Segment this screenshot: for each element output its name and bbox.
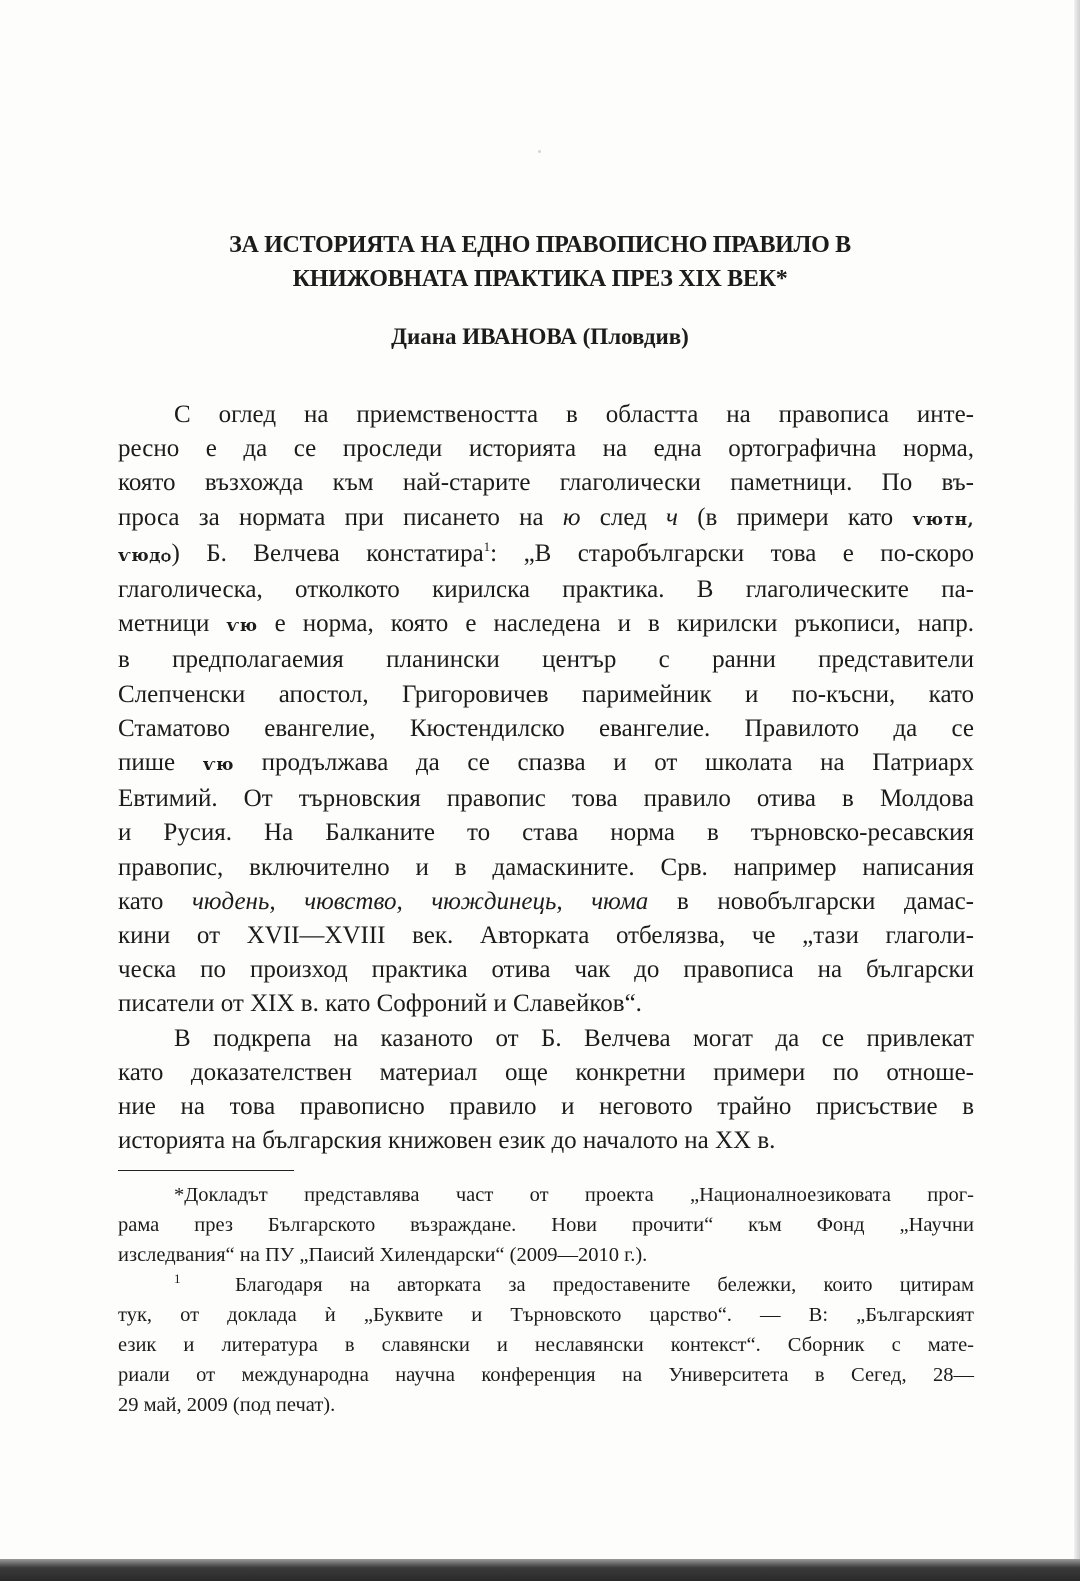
text-line: В подкрепа на казаното от Б. Велчева могат да се привлекат: [174, 1024, 974, 1052]
scan-edge-bottom: [0, 1559, 1080, 1581]
church-slavonic-example: ѵю: [202, 755, 234, 776]
text-line: като доказателствен материал още конкретни примери по отноше-: [118, 1058, 974, 1086]
footnote-line: изследвания“ на ПУ „Паисий Хилендарски“ (2009—2010 г.).: [118, 1244, 648, 1266]
text-line: в предполагаемия планински център с ранни представители: [118, 646, 974, 674]
italic-examples: чюдень, чювство, чюждинець, чюма: [191, 887, 649, 915]
text-line: Евтимий. От търновския правопис това правило отива в Молдова: [118, 785, 974, 813]
text-line: С оглед на приемствеността в областта на правописа инте-: [174, 401, 974, 428]
title-line-1: ЗА ИСТОРИЯТА НА ЕДНО ПРАВОПИСНО ПРАВИЛО В: [229, 232, 851, 258]
footnote-line: тук, от доклада ѝ „Буквите и Търновското царство“. — В: „Българският: [118, 1304, 974, 1326]
footnote-star: [118, 1180, 974, 1270]
italic-letter: ю: [562, 503, 581, 531]
scan-speck: [538, 150, 541, 153]
text-line: ресно е да се проследи историята на една ортографична норма,: [118, 435, 974, 463]
church-slavonic-example: ѵю: [226, 616, 258, 637]
footnotes: [118, 1180, 974, 1420]
text-line: глаголическа, отколкото кирилска практика. В глаголическите па-: [118, 576, 974, 604]
text-line: ческа по произход практика отива чак до правописа на български: [118, 956, 974, 984]
article-title: [110, 228, 970, 296]
paragraph-2: [118, 1022, 974, 1159]
text-line: ѵюдѻ) Б. Велчева констатира$^1$: „В старобългарски това е по-скоро: [118, 538, 974, 567]
author-line: Диана ИВАНОВА (Пловдив): [391, 324, 689, 349]
text-line: която възхожда към най-старите глаголически паметници. По въ-: [118, 469, 974, 497]
text-line: и Русия. На Балканите то става норма в търновско-ресавския: [118, 819, 974, 847]
footnote-line: език и литература в славянски и неславянски контекст“. Сборник с мате-: [118, 1334, 974, 1356]
church-slavonic-example: ѵюдѻ: [118, 545, 172, 566]
text-line: проса за нормата при писането на ю след ч (в примери като ѵютн,: [118, 503, 974, 531]
text-line: ние на това правописно правило и неговото трайно присъствие в: [118, 1093, 974, 1121]
footnote-number: 1: [174, 1271, 181, 1286]
text-line: правопис, включително и в дамаскините. Срв. например написания: [118, 853, 974, 881]
text-line: като чюдень, чювство, чюждинець, чюма в новобългарски дамас-: [118, 887, 974, 915]
footnote-1: [118, 1270, 974, 1420]
text-line: историята на българския книжовен език до началото на XX в.: [118, 1127, 776, 1155]
footnote-line: *Докладът представлява част от проекта „Националноезиковата прог-: [174, 1184, 974, 1206]
text-line: Слепченски апостол, Григоровичев паримейник и по-късни, като: [118, 680, 974, 708]
text-line: метници ѵю е норма, която е наследена и в кирилски ръкописи, напр.: [118, 610, 974, 638]
text-line: Стаматово евангелие, Кюстендилско евангелие. Правилото да се: [118, 714, 974, 742]
footnote-reference: 1: [483, 538, 491, 554]
footnote-line: рама през Българското възраждане. Нови прочити“ към Фонд „Научни: [118, 1214, 974, 1236]
church-slavonic-example: ѵютн,: [912, 509, 974, 530]
article-body: [118, 398, 974, 1158]
italic-letter: ч: [666, 503, 678, 531]
footnote-line: 29 май, 2009 (под печат).: [118, 1394, 336, 1416]
text-line: кини от XVII—XVIII век. Авторката отбелязва, че „тази глаголи-: [118, 922, 974, 950]
footnote-line: $^1$ Благодаря на авторката за предоставените бележки, които цитирам: [174, 1271, 975, 1296]
text-line: пише ѵю продължава да се спазва и от школата на Патриарх: [118, 749, 974, 777]
footnote-separator: [118, 1170, 294, 1171]
title-line-2: КНИЖОВНАТА ПРАКТИКА ПРЕЗ XIX ВЕК*: [292, 266, 788, 292]
text-line: писатели от XIX в. като Софроний и Славейков“.: [118, 990, 642, 1018]
footnote-line: риали от международна научна конференция на Университета в Сегед, 28—: [118, 1364, 974, 1386]
scan-edge-right: [1074, 0, 1080, 1560]
paragraph-1: [118, 398, 974, 1022]
